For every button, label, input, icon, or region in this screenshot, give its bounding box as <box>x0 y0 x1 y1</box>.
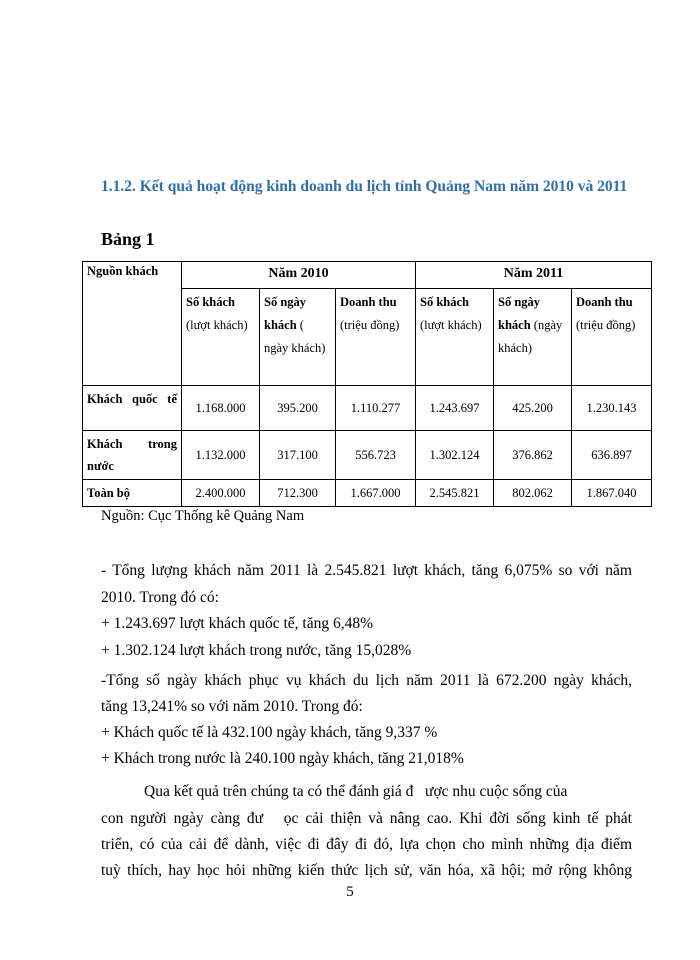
paragraph-line: triển, có của cải để dành, việc đi đây đi đó, lựa chọn cho mình những địa điểm <box>101 836 632 853</box>
subheader-days-2011: Số ngày khách (ngày khách) <box>494 289 572 386</box>
table-cell: 425.200 <box>494 386 572 431</box>
bullet-line: + 1.243.697 lượt khách quốc tế, tăng 6,48% <box>101 615 373 632</box>
subheader-visitors-2011: Số khách (lượt khách) <box>416 289 494 386</box>
table-cell: 802.062 <box>494 480 572 507</box>
table-cell: 317.100 <box>260 431 336 480</box>
table-cell: 1.667.000 <box>336 480 416 507</box>
table-cell: 712.300 <box>260 480 336 507</box>
source-note: Nguồn: Cục Thống kê Quảng Nam <box>101 508 305 524</box>
table-cell: 1.867.040 <box>572 480 652 507</box>
table-cell: 1.132.000 <box>182 431 260 480</box>
subheader-days-2010: Số ngày khách ( ngày khách) <box>260 289 336 386</box>
bullet-line: + Khách trong nước là 240.100 ngày khách, tăng 21,018% <box>101 750 464 767</box>
table-cell: 636.897 <box>572 431 652 480</box>
page-number: 5 <box>346 884 354 900</box>
table-cell: 556.723 <box>336 431 416 480</box>
table-cell: 395.200 <box>260 386 336 431</box>
paragraph-line: Qua kết quả trên chúng ta có thể đánh giá đ ược nhu cuộc sống của <box>144 783 568 800</box>
subheader-revenue-2011: Doanh thu (triệu đồng) <box>572 289 652 386</box>
table-cell: 2.545.821 <box>416 480 494 507</box>
table-cell: 1.230.143 <box>572 386 652 431</box>
row-label: Toàn bộ <box>83 480 182 507</box>
table-row <box>83 480 652 507</box>
table-row <box>83 431 652 480</box>
table-cell: 1.168.000 <box>182 386 260 431</box>
table-cell: 1.302.124 <box>416 431 494 480</box>
subheader-visitors-2010: Số khách (lượt khách) <box>182 289 260 386</box>
paragraph-line: tăng 13,241% so với năm 2010. Trong đó: <box>101 698 363 715</box>
header-year-2010: Năm 2010 <box>182 262 416 289</box>
table-label: Bảng 1 <box>101 229 155 249</box>
paragraph-line: -Tổng số ngày khách phục vụ khách du lịch năm 2011 là 672.200 ngày khách, <box>101 672 632 689</box>
paragraph-line: con người ngày càng đư ọc cải thiện và nâng cao. Khi đời sống kinh tế phát <box>101 810 632 827</box>
table-cell: 2.400.000 <box>182 480 260 507</box>
section-heading: 1.1.2. Kết quả hoạt động kinh doanh du lịch tỉnh Quảng Nam năm 2010 và 2011 <box>101 178 628 195</box>
paragraph-line: - Tổng lượng khách năm 2011 là 2.545.821 lượt khách, tăng 6,075% so với năm <box>101 562 632 579</box>
table-cell: 1.243.697 <box>416 386 494 431</box>
tourism-results-table <box>82 261 652 507</box>
paragraph-line: 2010. Trong đó có: <box>101 589 219 606</box>
paragraph-line: tuỳ thích, hay học hỏi những kiến thức lịch sử, văn hóa, xã hội; mở rộng không <box>101 862 632 879</box>
bullet-line: + Khách quốc tế là 432.100 ngày khách, tăng 9,337 % <box>101 724 438 741</box>
bullet-line: + 1.302.124 lượt khách trong nước, tăng 15,028% <box>101 642 412 659</box>
header-year-2011: Năm 2011 <box>416 262 652 289</box>
header-source: Nguồn khách <box>83 262 182 386</box>
subheader-revenue-2010: Doanh thu (triệu đồng) <box>336 289 416 386</box>
row-label: Khách trong nước <box>83 431 182 480</box>
table-cell: 376.862 <box>494 431 572 480</box>
row-label: Khách quốc tế <box>83 386 182 431</box>
table-cell: 1.110.277 <box>336 386 416 431</box>
table-row <box>83 386 652 431</box>
